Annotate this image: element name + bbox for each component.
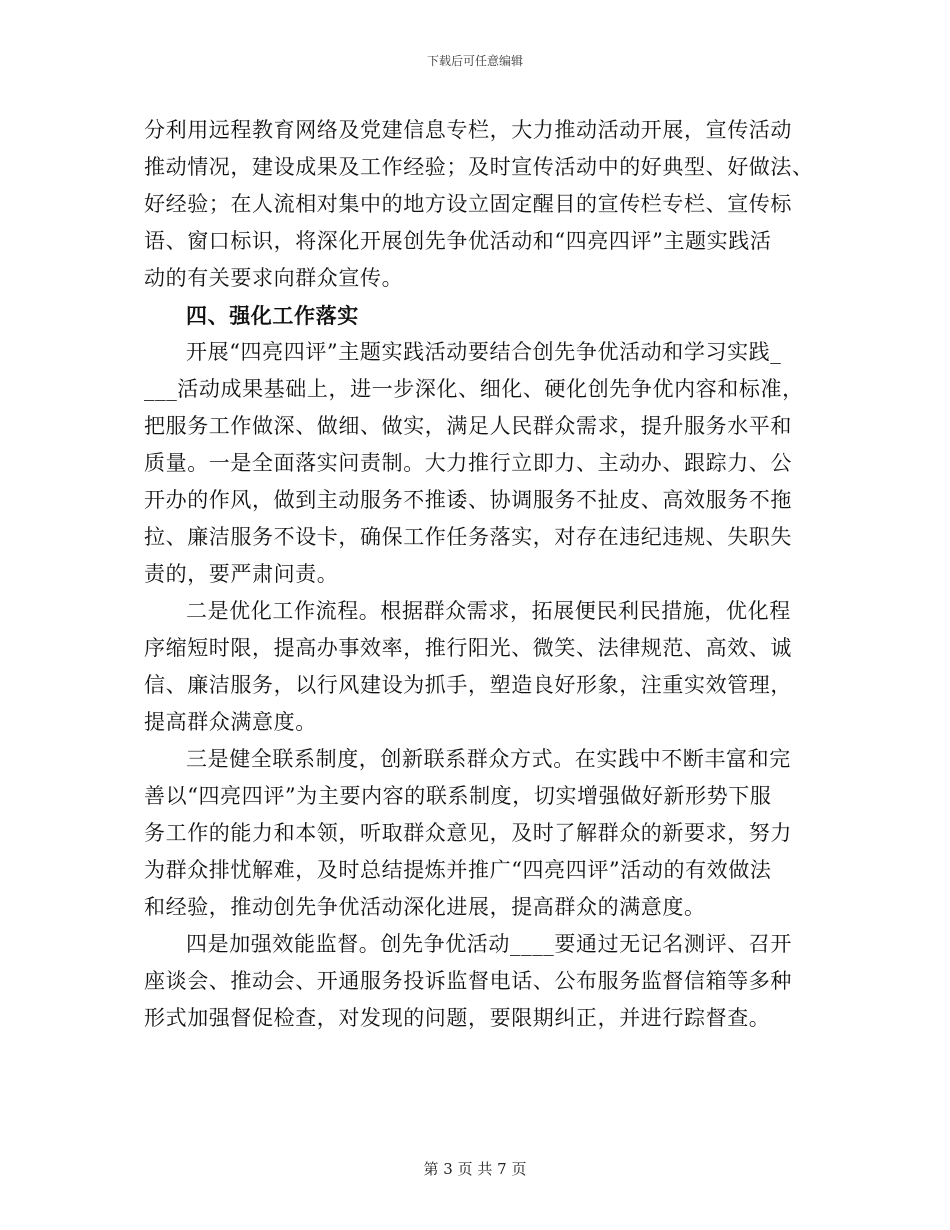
body-line: 三是健全联系制度，创新联系群众方式。在实践中不断丰富和完 bbox=[186, 747, 791, 771]
body-line: 座谈会、推动会、开通服务投诉监督电话、公布服务监督信箱等多种 bbox=[144, 969, 792, 993]
section-heading: 四、强化工作落实 bbox=[186, 303, 359, 328]
body-line: 责的，要严肃问责。 bbox=[144, 562, 339, 586]
body-line: 质量。一是全面落实问责制。大力推行立即力、主动办、跟踪力、公 bbox=[144, 451, 792, 475]
body-line: 开办的作风，做到主动服务不推诿、协调服务不扯皮、高效服务不拖 bbox=[144, 488, 792, 512]
page-footer-page-info: 第 3 页 共 7 页 bbox=[423, 1160, 527, 1178]
body-line: 序缩短时限，提高办事效率，推行阳光、微笑、法律规范、高效、诚 bbox=[144, 636, 792, 660]
page-header-note: 下载后可任意编辑 bbox=[426, 54, 523, 68]
body-line: 开展“四亮四评”主题实践活动要结合创先争优活动和学习实践_ bbox=[186, 340, 782, 364]
body-line: 分利用远程教育网络及党建信息专栏，大力推动活动开展，宣传活动 bbox=[144, 118, 792, 142]
body-line: 和经验，推动创先争优活动深化进展，提高群众的满意度。 bbox=[144, 895, 706, 919]
body-line: 动的有关要求向群众宣传。 bbox=[144, 266, 404, 290]
body-line: ___活动成果基础上，进一步深化、细化、硬化创先争优内容和标准， bbox=[144, 377, 804, 401]
body-line: 二是优化工作流程。根据群众需求，拓展便民利民措施，优化程 bbox=[186, 599, 791, 623]
body-line: 推动情况，建设成果及工作经验；及时宣传活动中的好典型、好做法、 bbox=[144, 155, 814, 179]
body-line: 务工作的能力和本领，听取群众意见，及时了解群众的新要求，努力 bbox=[144, 821, 792, 845]
body-line: 提高群众满意度。 bbox=[144, 710, 317, 734]
body-line: 形式加强督促检查，对发现的问题，要限期纠正，并进行踪督查。 bbox=[144, 1006, 771, 1030]
body-line: 信、廉洁服务，以行风建设为抓手，塑造良好形象，注重实效管理， bbox=[144, 673, 792, 697]
body-line: 好经验；在人流相对集中的地方设立固定醒目的宣传栏专栏、宣传标 bbox=[144, 192, 792, 216]
body-line: 语、窗口标识，将深化开展创先争优活动和“四亮四评”主题实践活 bbox=[144, 229, 772, 253]
body-line: 四是加强效能监督。创先争优活动____要通过无记名测评、召开 bbox=[186, 932, 792, 956]
body-line: 为群众排忧解难，及时总结提炼并推广“四亮四评”活动的有效做法 bbox=[144, 858, 772, 882]
body-line: 拉、廉洁服务不设卡，确保工作任务落实，对存在违纪违规、失职失 bbox=[144, 525, 792, 549]
document-body bbox=[144, 112, 814, 1037]
body-line: 善以“四亮四评”为主要内容的联系制度，切实增强做好新形势下服 bbox=[144, 784, 772, 808]
body-line: 把服务工作做深、做细、做实，满足人民群众需求，提升服务水平和 bbox=[144, 414, 792, 438]
